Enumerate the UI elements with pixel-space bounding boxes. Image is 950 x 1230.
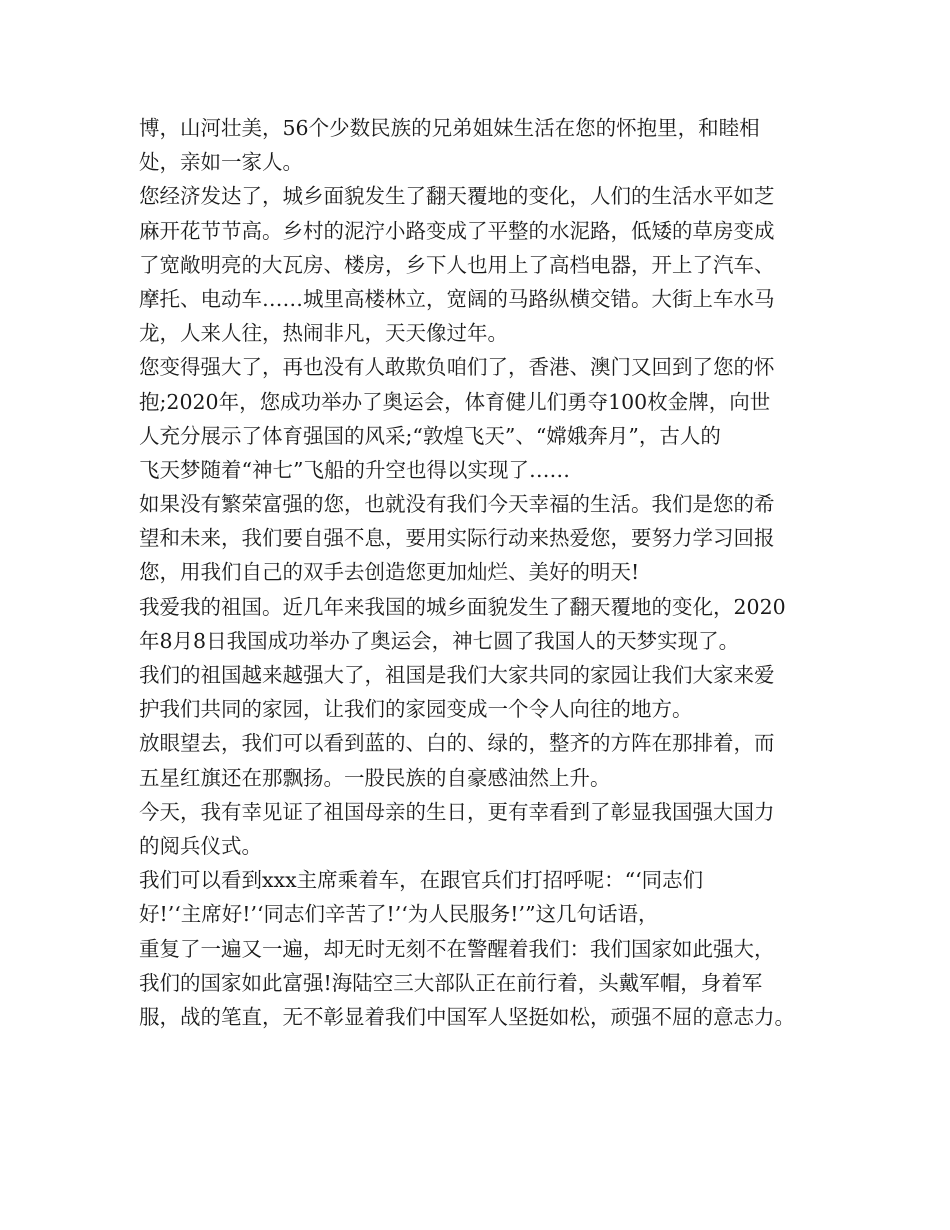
text-line: 的阅兵仪式。	[139, 833, 262, 858]
text-line: 您经济发达了，城乡面貌发生了翻天覆地的变化，人们的生活水平如芝	[139, 184, 775, 209]
text-line: 服，战的笔直，无不彰显着我们中国军人坚挺如松，顽强不屈的意志力。	[139, 1004, 795, 1029]
text-line: 博，山河壮美，56个少数民族的兄弟姐妹生活在您的怀抱里，和睦相	[139, 116, 760, 140]
text-line: 处，亲如一家人。	[139, 150, 303, 175]
text-line: 重复了一遍又一遍，却无时无刻不在警醒着我们：我们国家如此强大，	[139, 936, 775, 961]
text-line: 您，用我们自己的双手去创造您更加灿烂、美好的明天!	[139, 560, 640, 585]
text-line: 好!’‘主席好!’‘同志们辛苦了!’‘为人民服务!’”这几句话语，	[139, 902, 659, 927]
text-line: 我们可以看到xxx主席乘着车，在跟官兵们打招呼呢：“‘同志们	[139, 868, 704, 893]
text-line: 放眼望去，我们可以看到蓝的、白的、绿的，整齐的方阵在那排着，而	[139, 731, 775, 756]
text-line: 摩托、电动车……城里高楼林立，宽阔的马路纵横交错。大街上车水马	[139, 286, 775, 311]
text-line: 了宽敞明亮的大瓦房、楼房，乡下人也用上了高档电器，开上了汽车、	[139, 252, 775, 277]
text-line: 五星红旗还在那飘扬。一股民族的自豪感油然上升。	[139, 765, 611, 790]
body-text	[139, 111, 829, 1034]
text-line: 我爱我的祖国。近几年来我国的城乡面貌发生了翻天覆地的变化，2020	[139, 594, 786, 619]
text-line: 护我们共同的家园，让我们的家园变成一个令人向往的地方。	[139, 697, 693, 722]
text-line: 您变得强大了，再也没有人敢欺负咱们了，香港、澳门又回到了您的怀	[139, 355, 775, 380]
text-line: 抱;2020年，您成功举办了奥运会，体育健儿们勇夺100枚金牌，向世	[139, 389, 771, 414]
text-line: 龙，人来人往，热闹非凡，天天像过年。	[139, 321, 508, 346]
text-line: 我们的国家如此富强!海陆空三大部队正在前行着，头戴军帽，身着军	[139, 970, 763, 995]
text-line: 飞天梦随着“神七”飞船的升空也得以实现了……	[139, 457, 570, 482]
text-line: 如果没有繁荣富强的您，也就没有我们今天幸福的生活。我们是您的希	[139, 492, 775, 517]
text-line: 望和未来，我们要自强不息，要用实际行动来热爱您，要努力学习回报	[139, 526, 775, 551]
text-line: 我们的祖国越来越强大了，祖国是我们大家共同的家园让我们大家来爱	[139, 663, 775, 687]
text-line: 今天，我有幸见证了祖国母亲的生日，更有幸看到了彰显我国强大国力	[139, 799, 775, 824]
text-line: 人充分展示了体育强国的风采;“敦煌飞天”、“嫦娥奔月”，古人的	[139, 423, 721, 448]
text-line: 年8月8日我国成功举办了奥运会，神七圆了我国人的天梦实现了。	[139, 628, 740, 653]
text-line: 麻开花节节高。乡村的泥泞小路变成了平整的水泥路，低矮的草房变成	[139, 218, 775, 243]
